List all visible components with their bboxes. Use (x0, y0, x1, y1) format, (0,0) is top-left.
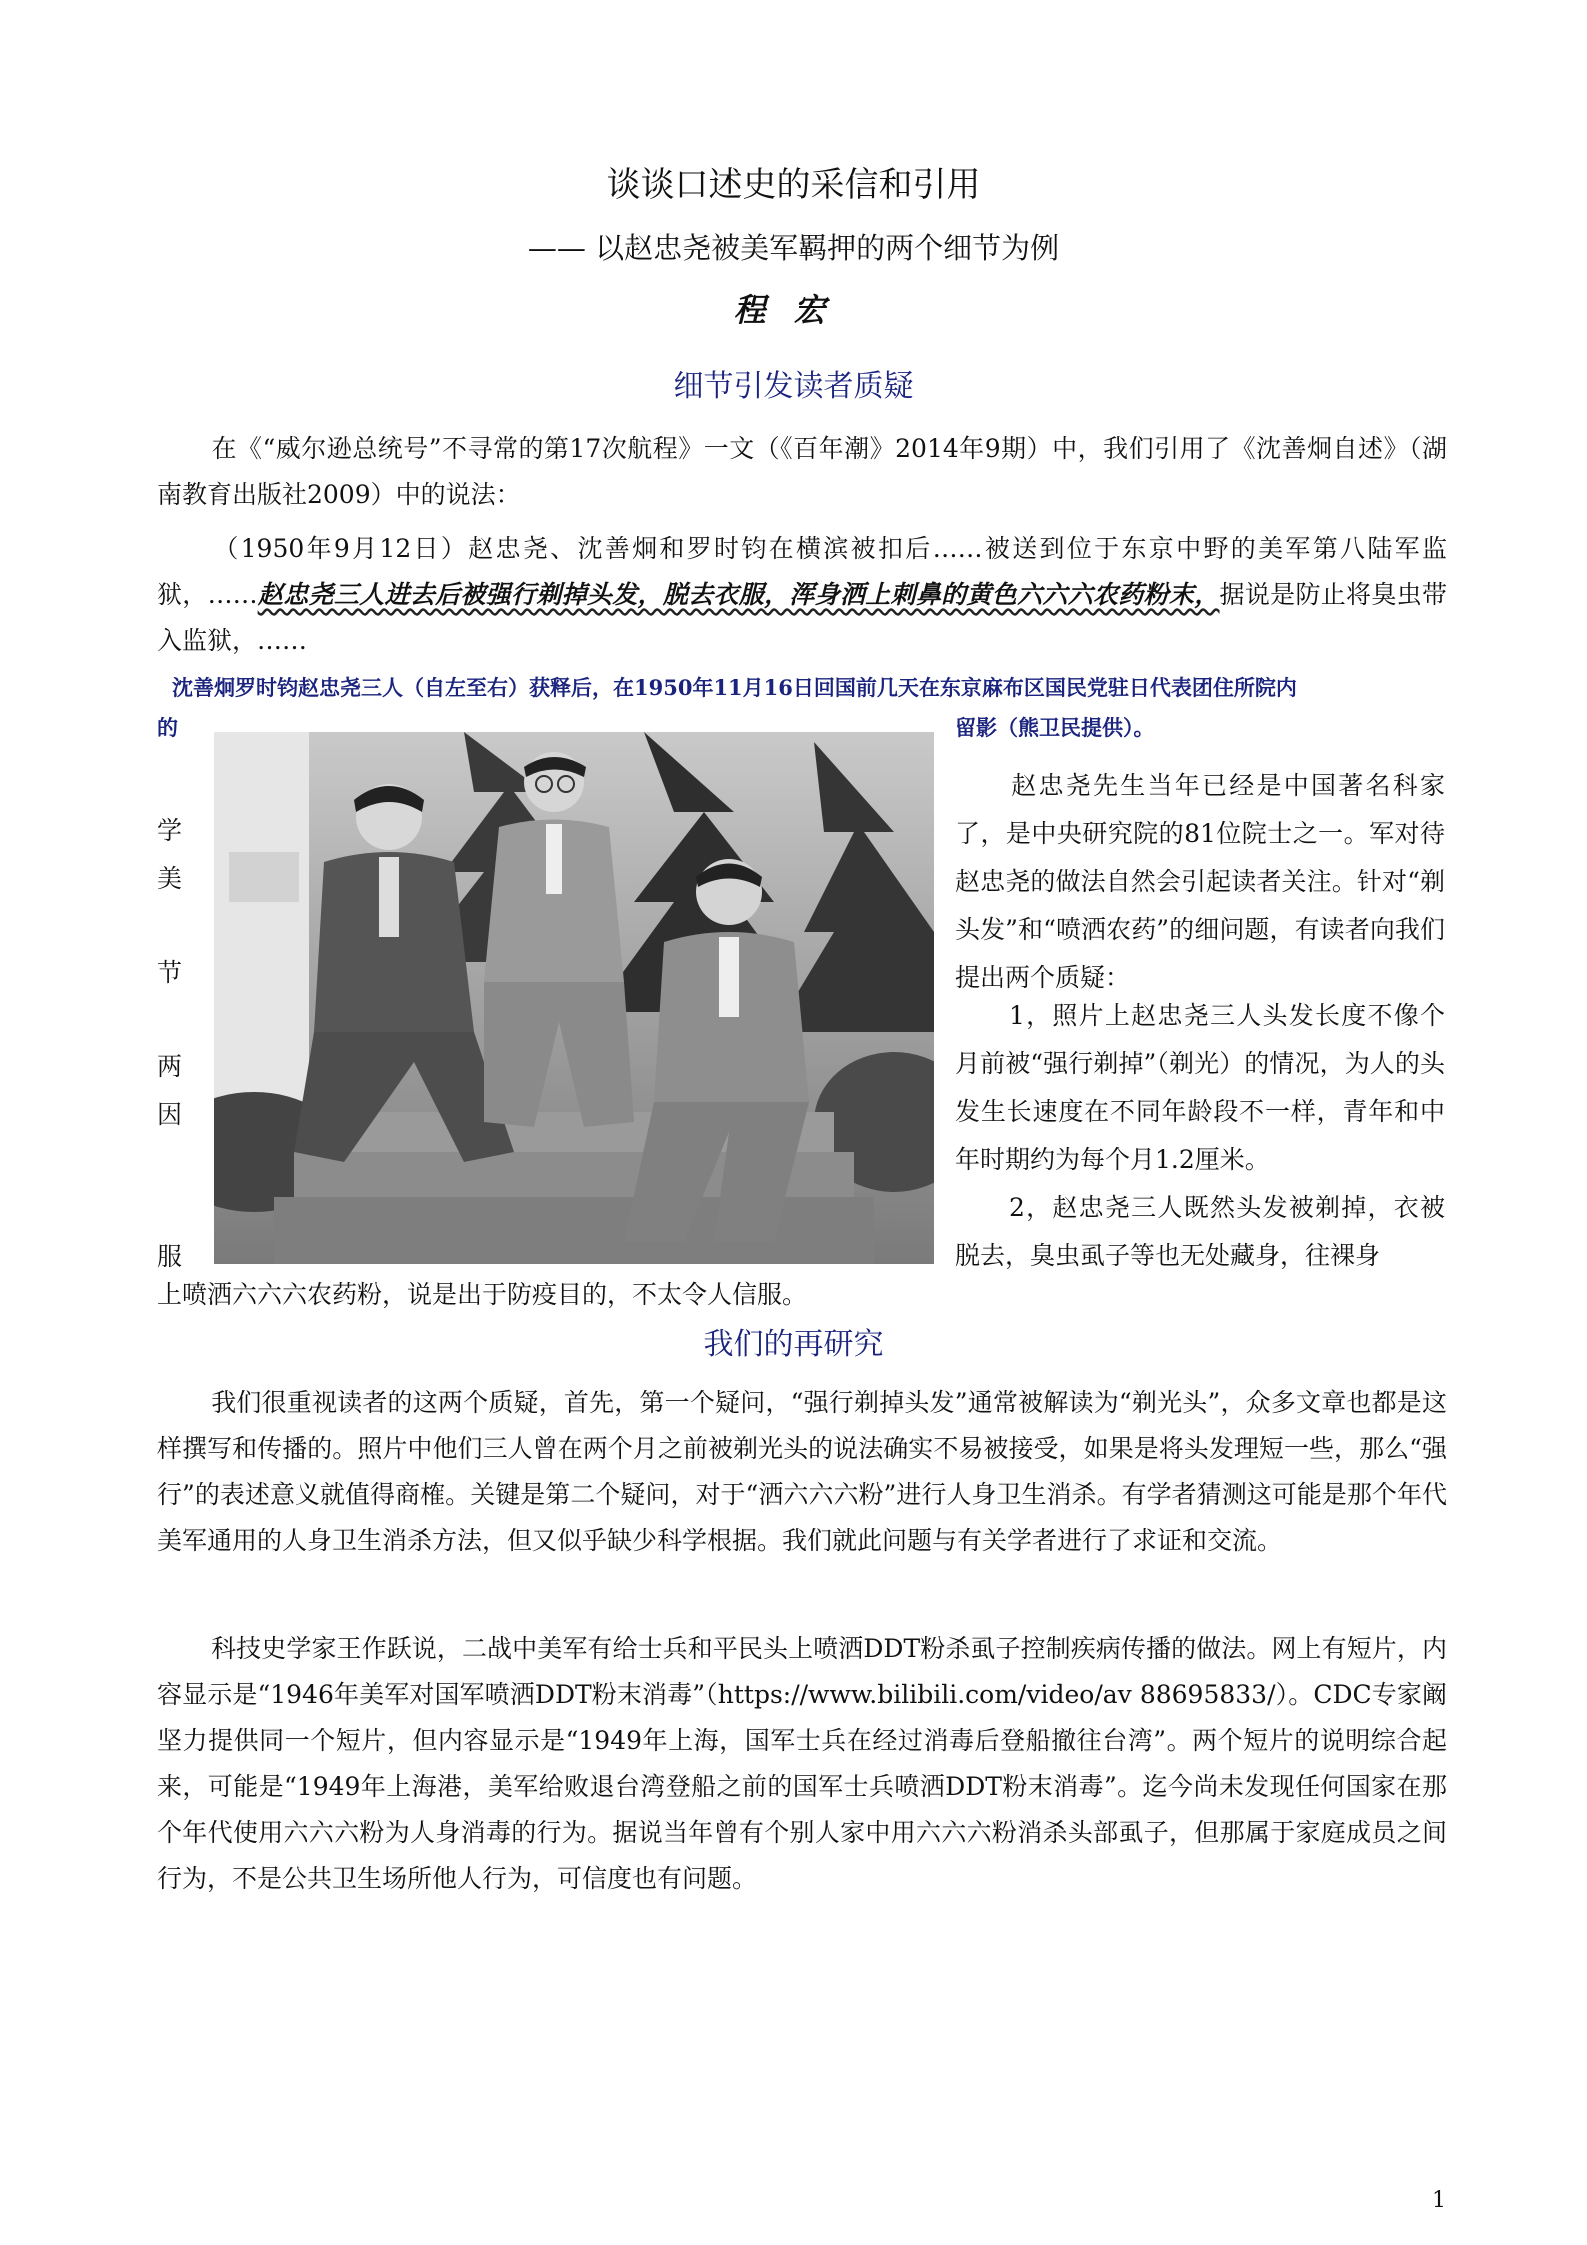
left-fragment-2: 美 (157, 864, 183, 893)
left-fragment-1: 学 (157, 816, 183, 845)
author-name: 程宏 (733, 291, 854, 329)
intro-text: 在《“威尔逊总统号”不寻常的第17次航程》一文（《百年潮》2014年9期）中，我们引用了《沈善炯自述》（湖南教育出版社2009）中的说法： (157, 434, 1447, 509)
quote-paragraph (157, 526, 1447, 664)
quote-emphasis: 赵忠尧三人进去后被强行剃掉头发，脱去衣服，浑身洒上刺鼻的黄色六六六农药粉末， (257, 580, 1220, 609)
research-text-1: 我们很重视读者的这两个质疑，首先，第一个疑问，“强行剃掉头发”通常被解读为“剃光头”，众多文章也都是这样撰写和传播的。照片中他们三人曾在两个月之前被剃光头的说法确实不易被接受，如果是将头发理短一些，那么“强行”的表述意义就值得商榷。关键是第二个疑问，对于“洒六六六粉”进行人身卫生消杀。有学者猜测这可能是那个年代美军通用的人身卫生消杀方法，但又似乎缺少科学根据。我们就此问题与有关学者进行了求证和交流。 (157, 1388, 1447, 1555)
right-column-text-2: 1，照片上赵忠尧三人头发长度不像个月前被“强行剃掉”（剃光）的情况，为人的头发生长速度在不同年龄段不一样，青年和中年时期约为每个月1.2厘米。 (955, 1001, 1445, 1174)
research-text-2: 科技史学家王作跃说，二战中美军有给士兵和平民头上喷洒DDT粉杀虱子控制疾病传播的做法。网上有短片，内容显示是“1946年美军对国军喷洒DDT粉末消毒”（https://www.bilibili.com/video/av 88695833/）。CDC专家阚坚力提供同一个短片，但内容显示是“1949年上海，国军士兵在经过消毒后登船撤往台湾”。两个短片的说明综合起来，可能是“1949年上海港，美军给败退台湾登船之前的国军士兵喷洒DDT粉末消毒”。迄今尚未发现任何国家在那个年代使用六六六粉为人身消毒的行为。据说当年曾有个别人家中用六六六粉消杀头部虱子，但那属于家庭成员之间行为，不是公共卫生场所他人行为，可信度也有问题。 (157, 1634, 1447, 1893)
after-photo-line: 上喷洒六六六农药粉，说是出于防疫目的，不太令人信服。 (157, 1280, 808, 1309)
photo-caption-left: 的 (157, 715, 178, 740)
right-column-paragraph-1 (955, 762, 1445, 1002)
photo-caption-line1: 沈善炯罗时钧赵忠尧三人（自左至右）获释后，在1950年11月16日回国前几天在东京麻布区国民党驻日代表团住所院内 (172, 675, 1297, 700)
historical-photo (214, 732, 934, 1264)
photo-illustration (214, 732, 934, 1264)
left-fragment-6: 服 (157, 1242, 183, 1271)
section-heading-2: 我们的再研究 (703, 1327, 884, 1362)
intro-paragraph (157, 426, 1447, 518)
quote-text-1: （1950年9月12日）赵忠尧、沈善炯和罗时钧在横滨被扣后……被送到位于东京中野的美军第八陆军监狱，…… (157, 534, 1447, 609)
page-number: 1 (1432, 2188, 1446, 2213)
right-column-text-1: 赵忠尧先生当年已经是中国著名科家了，是中央研究院的81位院士之一。军对待赵忠尧的做法自然会引起读者关注。针对“剃头发”和“喷洒农药”的细问题，有读者向我们提出两个质疑： (955, 771, 1445, 992)
research-paragraph-2 (157, 1626, 1447, 1902)
photo-caption-right: 留影（熊卫民提供）。 (955, 715, 1155, 740)
left-fragment-4: 两 (157, 1052, 183, 1081)
right-column-paragraph-3 (955, 1184, 1445, 1280)
article-title: 谈谈口述史的采信和引用 (606, 165, 981, 205)
section-heading-1: 细节引发读者质疑 (673, 369, 914, 404)
research-paragraph-1 (157, 1380, 1447, 1564)
article-subtitle: —— 以赵忠尧被美军羁押的两个细节为例 (527, 231, 1060, 265)
right-column-text-3: 2，赵忠尧三人既然头发被剃掉，衣被脱去，臭虫虱子等也无处藏身，往裸身 (955, 1193, 1445, 1270)
right-column-paragraph-2 (955, 992, 1445, 1184)
left-fragment-5: 因 (157, 1100, 183, 1129)
left-fragment-3: 节 (157, 958, 183, 987)
quote-text-2: 据说是防止将臭虫带入监狱，…… (157, 580, 1447, 655)
